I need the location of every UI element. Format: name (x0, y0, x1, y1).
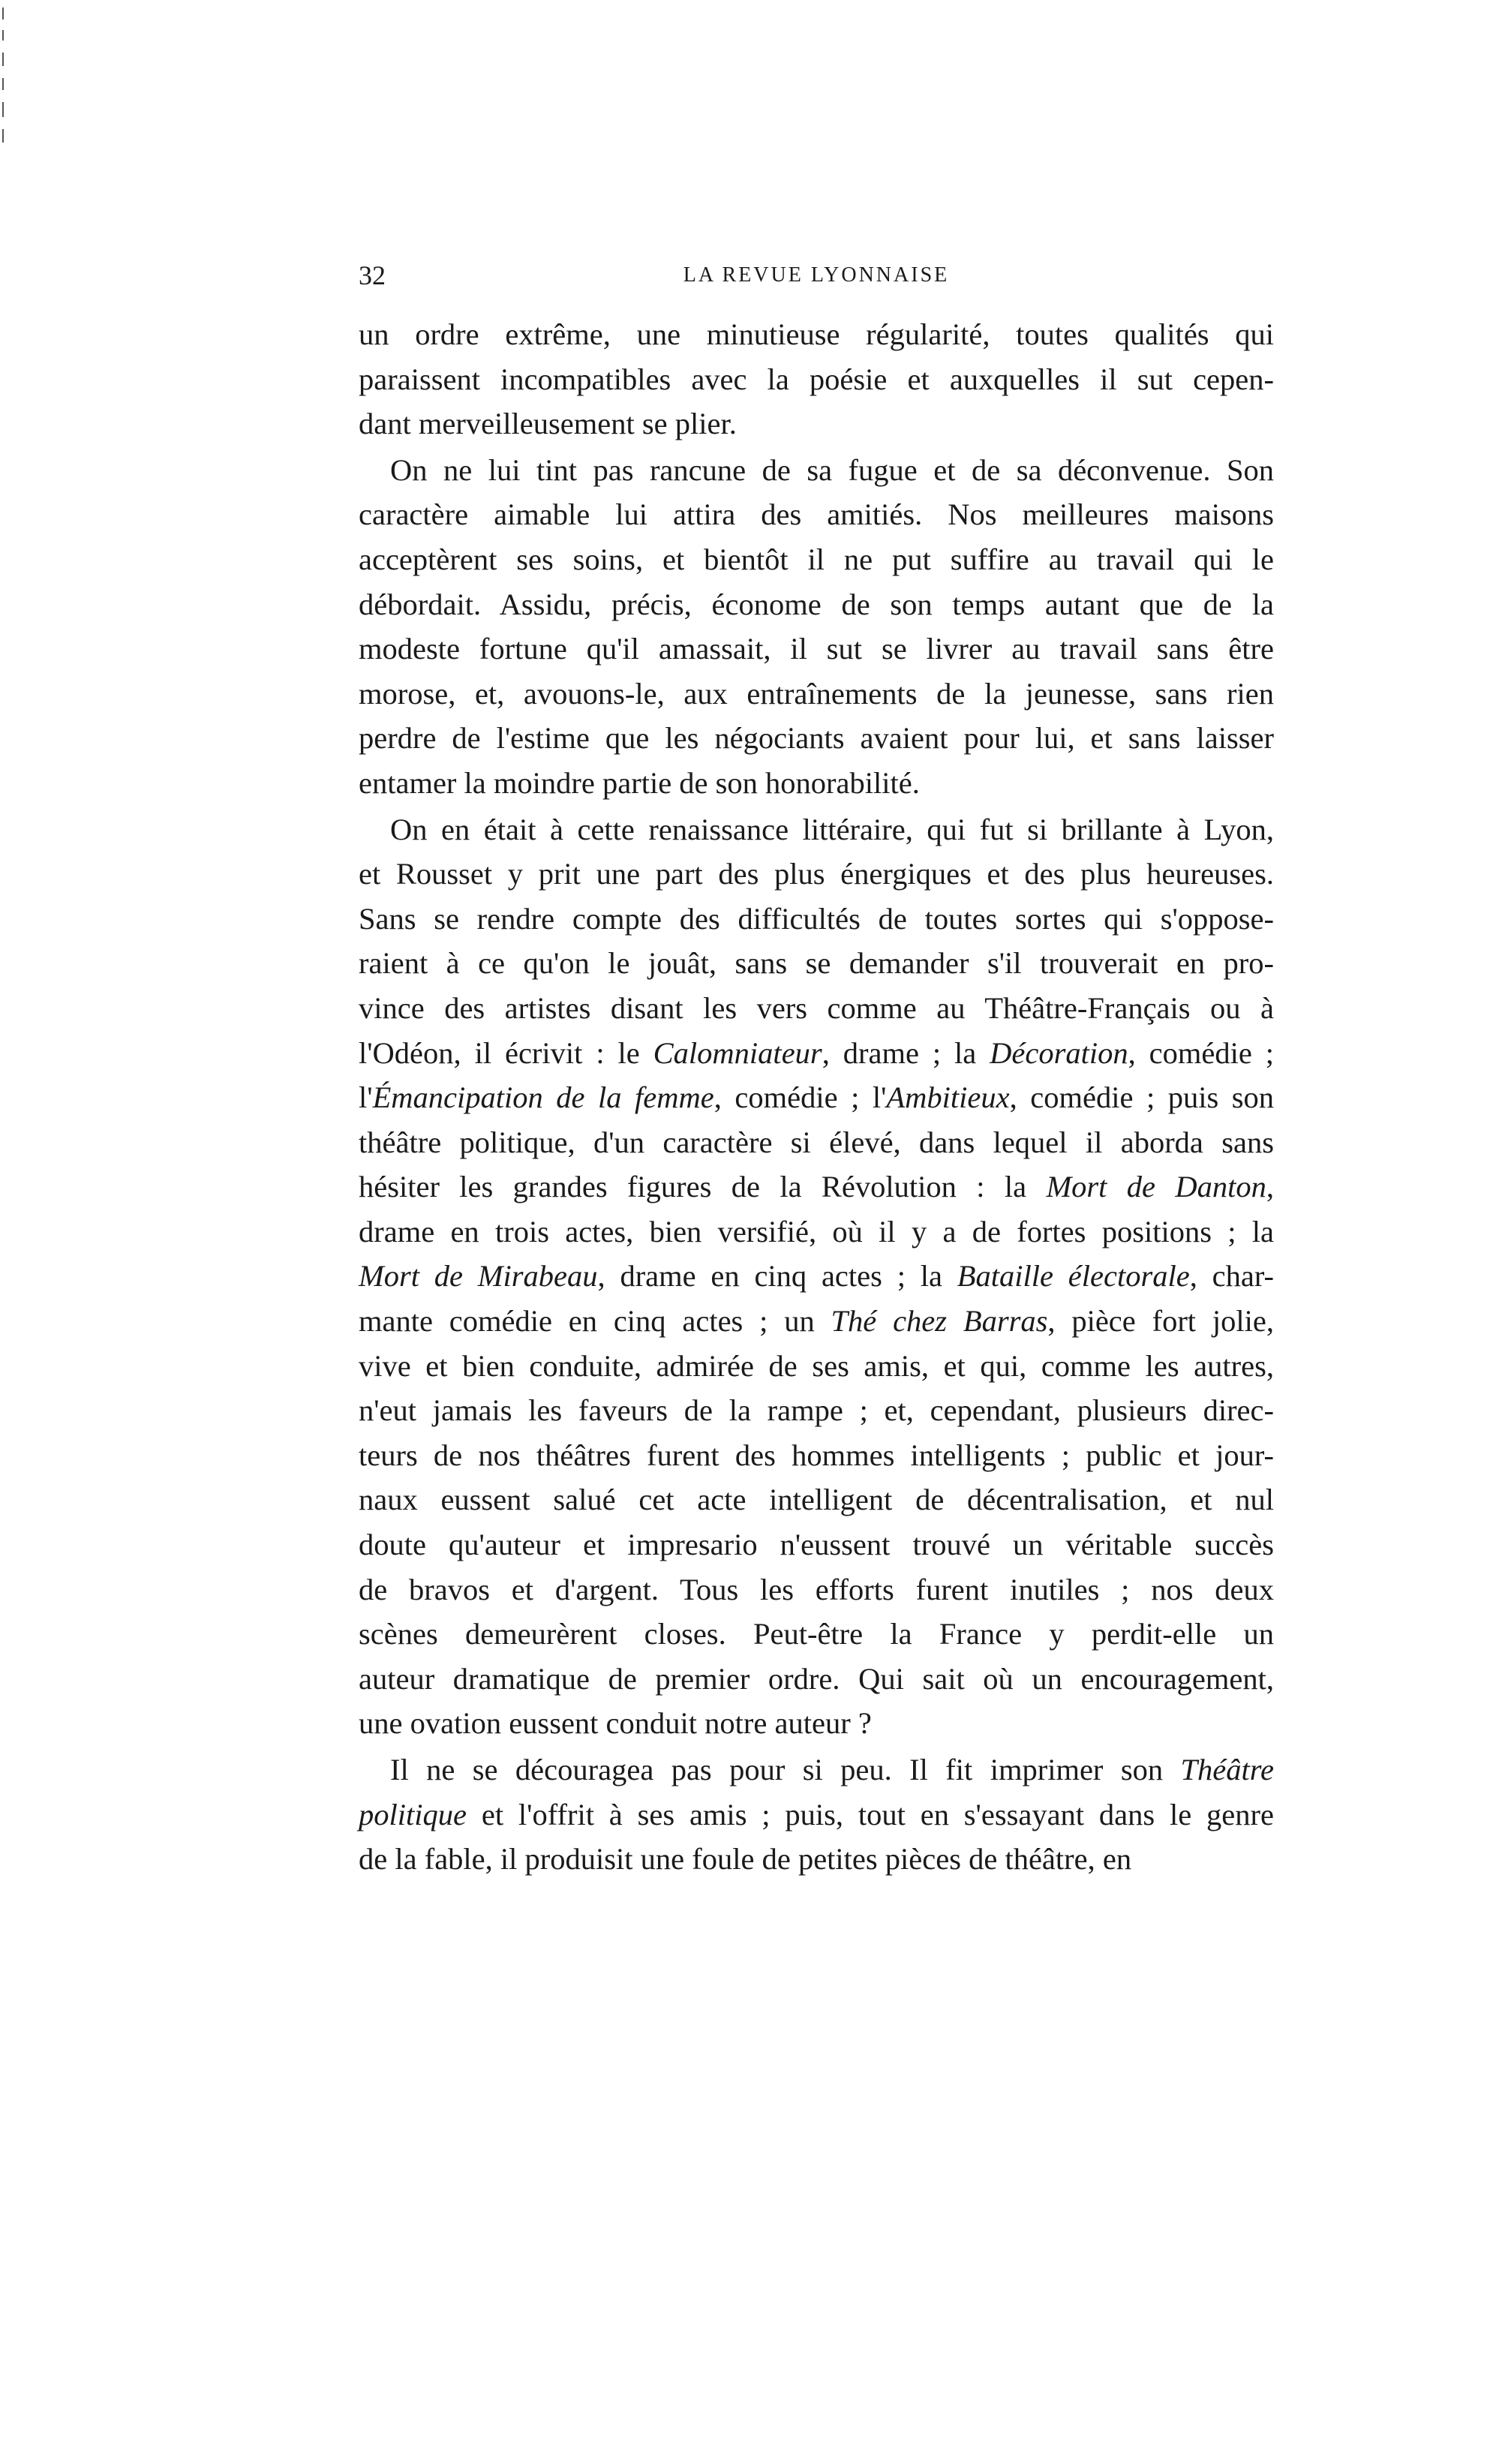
text-run: , char- (1189, 1259, 1274, 1294)
text-run: raient à ce qu'on le jouât, sans se demander s'il trouverait en pro- (359, 946, 1274, 981)
text-run: teurs de nos théâtres furent des hommes intelligents ; public et jour- (359, 1438, 1274, 1472)
text-line (359, 1435, 1274, 1477)
text-run: , comédie ; (1128, 1035, 1275, 1070)
italic-title: Mort de Mirabeau (359, 1259, 598, 1294)
text-run: un ordre extrême, une minutieuse régularité, toutes qualités qui (359, 317, 1274, 351)
text-line (359, 539, 1274, 581)
text-run: On en était à cette renaissance littéraire, qui fut si brillante à Lyon, (390, 812, 1274, 846)
text-line (359, 1569, 1274, 1612)
text-run: de la fable, il produisit une foule de petites pièces de théâtre, en (359, 1842, 1132, 1877)
text-line (359, 628, 1274, 671)
text-run: perdre de l'estime que les négociants avaient pour lui, et sans laisser (359, 721, 1274, 756)
text-run: , drame en cinq actes ; la (597, 1259, 957, 1294)
italic-title: politique (359, 1797, 467, 1831)
text-run: paraissent incompatibles avec la poésie et auxquelles il sut cepen- (359, 362, 1274, 396)
italic-title: Émancipation de la femme (372, 1080, 714, 1115)
italic-title: Décoration (990, 1035, 1128, 1070)
text-line (359, 1390, 1274, 1432)
text-line (359, 1613, 1274, 1656)
text-run: , comédie ; l' (713, 1080, 887, 1115)
text-line (359, 1794, 1274, 1837)
text-run: et l'offrit à ses amis ; puis, tout en s'essayant dans le genre (467, 1797, 1274, 1831)
text-line (359, 942, 1274, 985)
text-run: une ovation eussent conduit notre auteur ? (359, 1706, 872, 1741)
text-line (359, 1211, 1274, 1254)
scan-margin-marks (0, 0, 6, 143)
page-number: 32 (359, 260, 386, 290)
text-run: hésiter les grandes figures de la Révolution : la (359, 1170, 1047, 1204)
text-run: entamer la moindre partie de son honorabilité. (359, 765, 920, 800)
text-run: scènes demeurèrent closes. Peut-être la France y perdit-elle un (359, 1617, 1274, 1651)
text-run: , drame ; la (822, 1035, 990, 1070)
text-line (359, 1345, 1274, 1388)
running-title: LA REVUE LYONNAISE (683, 263, 950, 287)
text-run: débordait. Assidu, précis, économe de son temps autant que de la (359, 587, 1274, 621)
text-line (359, 1166, 1274, 1209)
text-run: , comédie ; puis son (1009, 1080, 1274, 1115)
text-run: de bravos et d'argent. Tous les efforts furent inutiles ; nos deux (359, 1572, 1274, 1606)
text-line (359, 809, 1274, 852)
text-line (359, 717, 1274, 760)
italic-title: Bataille électorale (957, 1259, 1190, 1294)
text-line (359, 853, 1274, 896)
text-run: vince des artistes disant les vers comme au Théâtre-Français ou à (359, 990, 1274, 1025)
italic-title: Ambitieux (886, 1080, 1010, 1115)
text-line (359, 1077, 1274, 1119)
text-line (359, 1300, 1274, 1343)
text-run: , pièce fort jolie, (1047, 1304, 1274, 1339)
text-line (359, 449, 1274, 492)
text-run: Sans se rendre compte des difficultés de toutes sortes qui s'oppose- (359, 901, 1274, 936)
text-run: On ne lui tint pas rancune de sa fugue et de sa déconvenue. Son (390, 452, 1274, 487)
text-line (359, 494, 1274, 536)
text-run: drame en trois actes, bien versifié, où il y a de fortes positions ; la (359, 1214, 1274, 1249)
text-run: doute qu'auteur et impresario n'eussent trouvé un véritable succès (359, 1528, 1274, 1562)
text-line (359, 1658, 1274, 1701)
text-line (359, 1032, 1274, 1075)
text-run: l' (359, 1080, 373, 1115)
page-header (359, 257, 1274, 294)
text-run: vive et bien conduite, admirée de ses amis, et qui, comme les autres, (359, 1348, 1274, 1383)
text-line (359, 762, 1274, 805)
text-line (359, 359, 1274, 401)
italic-title: Calomniateur (653, 1035, 822, 1070)
text-line (359, 584, 1274, 627)
text-run: auteur dramatique de premier ordre. Qui sait où un encouragement, (359, 1661, 1274, 1696)
text-run: mante comédie en cinq actes ; un (359, 1304, 831, 1339)
text-line (359, 987, 1274, 1030)
text-line (359, 1524, 1274, 1567)
text-run: Il ne se découragea pas pour si peu. Il fit imprimer son (390, 1753, 1181, 1786)
text-line (359, 1479, 1274, 1522)
italic-title: Mort de Danton (1046, 1170, 1266, 1204)
text-run: , (1266, 1170, 1274, 1204)
italic-title: Thé chez Barras (831, 1304, 1048, 1339)
text-line (359, 314, 1274, 356)
text-run: acceptèrent ses soins, et bientôt il ne put suffire au travail qui le (359, 542, 1274, 576)
text-line (359, 673, 1274, 716)
text-line (359, 1749, 1274, 1792)
text-line (359, 1255, 1274, 1298)
text-run: naux eussent salué cet acte intelligent de décentralisation, et nul (359, 1483, 1274, 1517)
text-line (359, 898, 1274, 941)
text-line (359, 1838, 1274, 1881)
text-run: morose, et, avouons-le, aux entraînements de la jeunesse, sans rien (359, 676, 1274, 711)
text-run: caractère aimable lui attira des amitiés. Nos meilleures maisons (359, 497, 1274, 532)
body-text (359, 314, 1274, 1881)
text-run: théâtre politique, d'un caractère si élevé, dans lequel il aborda sans (359, 1125, 1274, 1159)
text-line (359, 403, 1274, 446)
text-line (359, 1702, 1274, 1745)
text-run: dant merveilleusement se plier. (359, 407, 737, 441)
text-line (359, 1122, 1274, 1164)
text-run: n'eut jamais les faveurs de la rampe ; et, cependant, plusieurs direc- (359, 1393, 1274, 1428)
italic-title: Théâtre (1180, 1753, 1274, 1786)
text-run: l'Odéon, il écrivit : le (359, 1035, 653, 1070)
text-run: modeste fortune qu'il amassait, il sut se livrer au travail sans être (359, 632, 1274, 666)
text-run: et Rousset y prit une part des plus énergiques et des plus heureuses. (359, 857, 1274, 891)
